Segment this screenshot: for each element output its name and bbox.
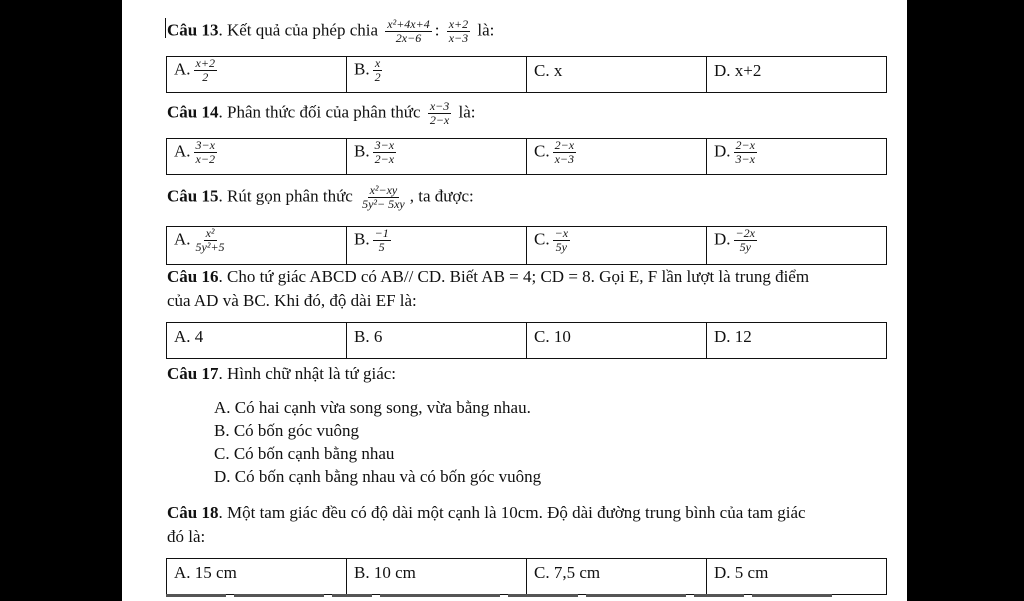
option-a: A. $\frac{x+2}{2}$ bbox=[167, 57, 347, 93]
question-13-fraction-2: $\frac{x+2}{x-3}$ bbox=[448, 17, 469, 45]
text-cursor bbox=[165, 18, 166, 38]
question-18-line-2: đó là: bbox=[167, 527, 206, 546]
cut-off-next-line bbox=[166, 594, 887, 601]
document-page bbox=[122, 0, 907, 601]
question-17-choice-a: A. Có hai cạnh vừa song song, vừa bằng nhau. bbox=[214, 398, 531, 417]
option-a: A. 15 cm bbox=[167, 559, 347, 595]
question-17-label: Câu 17 bbox=[167, 364, 219, 383]
option-d: D. $\frac{2-x}{3-x}$ bbox=[707, 139, 887, 175]
question-14: Câu 14. Phân thức đối của phân thức $\frac{x-3}{2-x}$ là: bbox=[167, 99, 476, 127]
question-13-options bbox=[166, 56, 887, 93]
question-14-fraction: $\frac{x-3}{2-x}$ bbox=[429, 99, 450, 127]
option-b: B. $\frac{3-x}{2-x}$ bbox=[347, 139, 527, 175]
option-c: C. 7,5 cm bbox=[527, 559, 707, 595]
option-b: B. $\frac{x}{2}$ bbox=[347, 57, 527, 93]
question-18-options bbox=[166, 558, 887, 595]
question-16-options bbox=[166, 322, 887, 359]
question-14-options bbox=[166, 138, 887, 175]
option-a: A. $\frac{\text{x²}}{\text{5y²+5}}$ bbox=[167, 227, 347, 265]
option-d: D. x+2 bbox=[707, 57, 887, 93]
question-17-choice-c: C. Có bốn cạnh bằng nhau bbox=[214, 444, 395, 463]
question-18-label: Câu 18 bbox=[167, 503, 219, 522]
question-13-text: . Kết quả của phép chia bbox=[218, 20, 379, 40]
option-c: C. 10 bbox=[527, 323, 707, 359]
question-16: Câu 16. Cho tứ giác ABCD có AB// CD. Biết AB = 4; CD = 8. Gọi E, F lần lượt là trung điểm bbox=[167, 267, 810, 286]
option-d: D. $\frac{-2x}{5y}$ bbox=[707, 227, 887, 265]
option-a: A. $\frac{3-x}{x-2}$ bbox=[167, 139, 347, 175]
option-d: D. 12 bbox=[707, 323, 887, 359]
question-18: Câu 18. Một tam giác đều có độ dài một cạnh là 10cm. Độ dài đường trung bình của tam giác bbox=[167, 503, 806, 522]
option-c: C. $\frac{-x}{5y}$ bbox=[527, 227, 707, 265]
question-17-choice-d: D. Có bốn cạnh bằng nhau và có bốn góc vuông bbox=[214, 467, 542, 486]
question-13-fraction-1: $\frac{\text{x²+4x+4}}{2x-6}$ bbox=[387, 17, 430, 45]
option-a: A. 4 bbox=[167, 323, 347, 359]
option-b: B. $\frac{-1}{5}$ bbox=[347, 227, 527, 265]
question-16-label: Câu 16 bbox=[167, 267, 219, 286]
option-b: B. 6 bbox=[347, 323, 527, 359]
question-16-line-2: của AD và BC. Khi đó, độ dài EF là: bbox=[167, 291, 417, 310]
option-b: B. 10 cm bbox=[347, 559, 527, 595]
question-15-options bbox=[166, 226, 887, 265]
question-15: Câu 15. Rút gọn phân thức $\frac{\text{x²−xy}}{\text{5y²− 5xy}}$ , ta được: bbox=[167, 183, 474, 211]
question-17: Câu 17. Hình chữ nhật là tứ giác: bbox=[167, 364, 397, 383]
option-c: C. x bbox=[527, 57, 707, 93]
option-c: C. $\frac{2-x}{x-3}$ bbox=[527, 139, 707, 175]
question-17-choice-b: B. Có bốn góc vuông bbox=[214, 421, 359, 440]
question-13: Câu 13. Kết quả của phép chia $\frac{\text{x²+4x+4}}{2x-6}$ : $\frac{x+2}{x-3}$ là: bbox=[167, 17, 495, 45]
question-15-label: Câu 15 bbox=[167, 186, 219, 206]
option-d: D. 5 cm bbox=[707, 559, 887, 595]
question-14-label: Câu 14 bbox=[167, 102, 219, 122]
question-15-fraction: $\frac{\text{x²−xy}}{\text{5y²− 5xy}}$ bbox=[362, 183, 405, 211]
question-13-label: Câu 13 bbox=[167, 20, 219, 40]
